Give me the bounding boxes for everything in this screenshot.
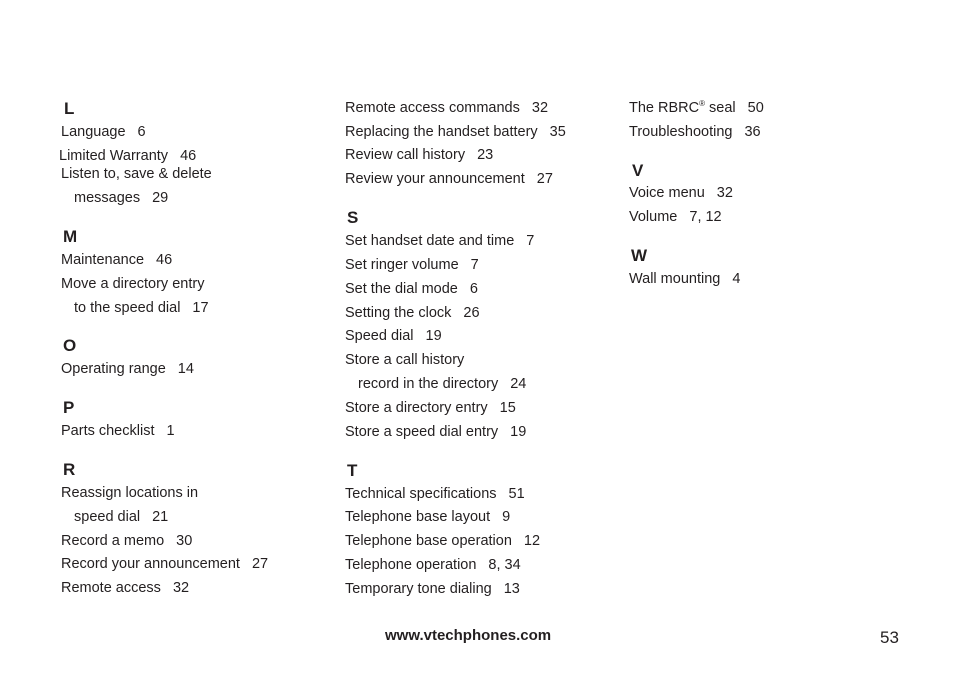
index-entry: Volume 7, 12: [629, 209, 722, 225]
index-entry: Move a directory entry: [61, 276, 205, 292]
registered-mark: ®: [699, 99, 706, 109]
index-entry: Store a speed dial entry 19: [345, 424, 527, 440]
index-entry-continuation: to the speed dial 17: [74, 300, 209, 316]
index-entry: Set handset date and time 7: [345, 233, 535, 249]
index-entry: Store a call history: [345, 352, 465, 368]
page-number: 53: [880, 628, 899, 647]
index-letter-M: M: [63, 227, 78, 246]
index-entry: Set the dial mode 6: [345, 281, 478, 297]
index-entry: Set ringer volume 7: [345, 257, 479, 273]
index-entry-continuation: record in the directory 24: [358, 376, 527, 392]
index-entry: Limited Warranty 46: [59, 148, 197, 164]
index-entry-continuation: speed dial 21: [74, 509, 169, 525]
index-entry: Remote access 32: [61, 580, 190, 596]
index-entry: Language 6: [61, 124, 146, 140]
index-entry: Troubleshooting 36: [629, 124, 761, 140]
index-entry: Review call history 23: [345, 147, 494, 163]
index-entry: Setting the clock 26: [345, 305, 480, 321]
index-letter-P: P: [63, 398, 75, 417]
index-entry: The RBRC® seal 50: [629, 99, 764, 116]
index-letter-W: W: [631, 246, 648, 265]
index-entry: Review your announcement 27: [345, 171, 553, 187]
index-entry: Technical specifications 51: [345, 486, 525, 502]
index-letter-O: O: [63, 336, 77, 355]
index-entry: Listen to, save & delete: [61, 166, 212, 182]
index-entry: Remote access commands 32: [345, 100, 549, 116]
index-entry: Record your announcement 27: [61, 556, 269, 572]
index-letter-S: S: [347, 208, 359, 227]
index-entry: Replacing the handset battery 35: [345, 124, 566, 140]
index-entry: Telephone base layout 9: [345, 509, 511, 525]
index-entry: Parts checklist 1: [61, 423, 175, 439]
index-entry: Speed dial 19: [345, 328, 442, 344]
index-entry: Reassign locations in: [61, 485, 199, 501]
footer-website-url[interactable]: www.vtechphones.com: [385, 627, 552, 644]
index-entry: Operating range 14: [61, 361, 194, 377]
index-entry: Store a directory entry 15: [345, 400, 516, 416]
index-entry: Temporary tone dialing 13: [345, 581, 520, 597]
index-entry: Record a memo 30: [61, 533, 193, 549]
index-letter-L: L: [64, 99, 75, 118]
index-entry: Wall mounting 4: [629, 271, 741, 287]
index-entry-continuation: messages 29: [74, 190, 169, 206]
index-entry: Telephone operation 8, 34: [345, 557, 521, 573]
index-entry: Telephone base operation 12: [345, 533, 541, 549]
index-entry: Voice menu 32: [629, 185, 733, 201]
index-entry: Maintenance 46: [61, 252, 173, 268]
index-letter-V: V: [632, 161, 644, 180]
index-letter-R: R: [63, 460, 76, 479]
index-letter-T: T: [347, 461, 358, 480]
